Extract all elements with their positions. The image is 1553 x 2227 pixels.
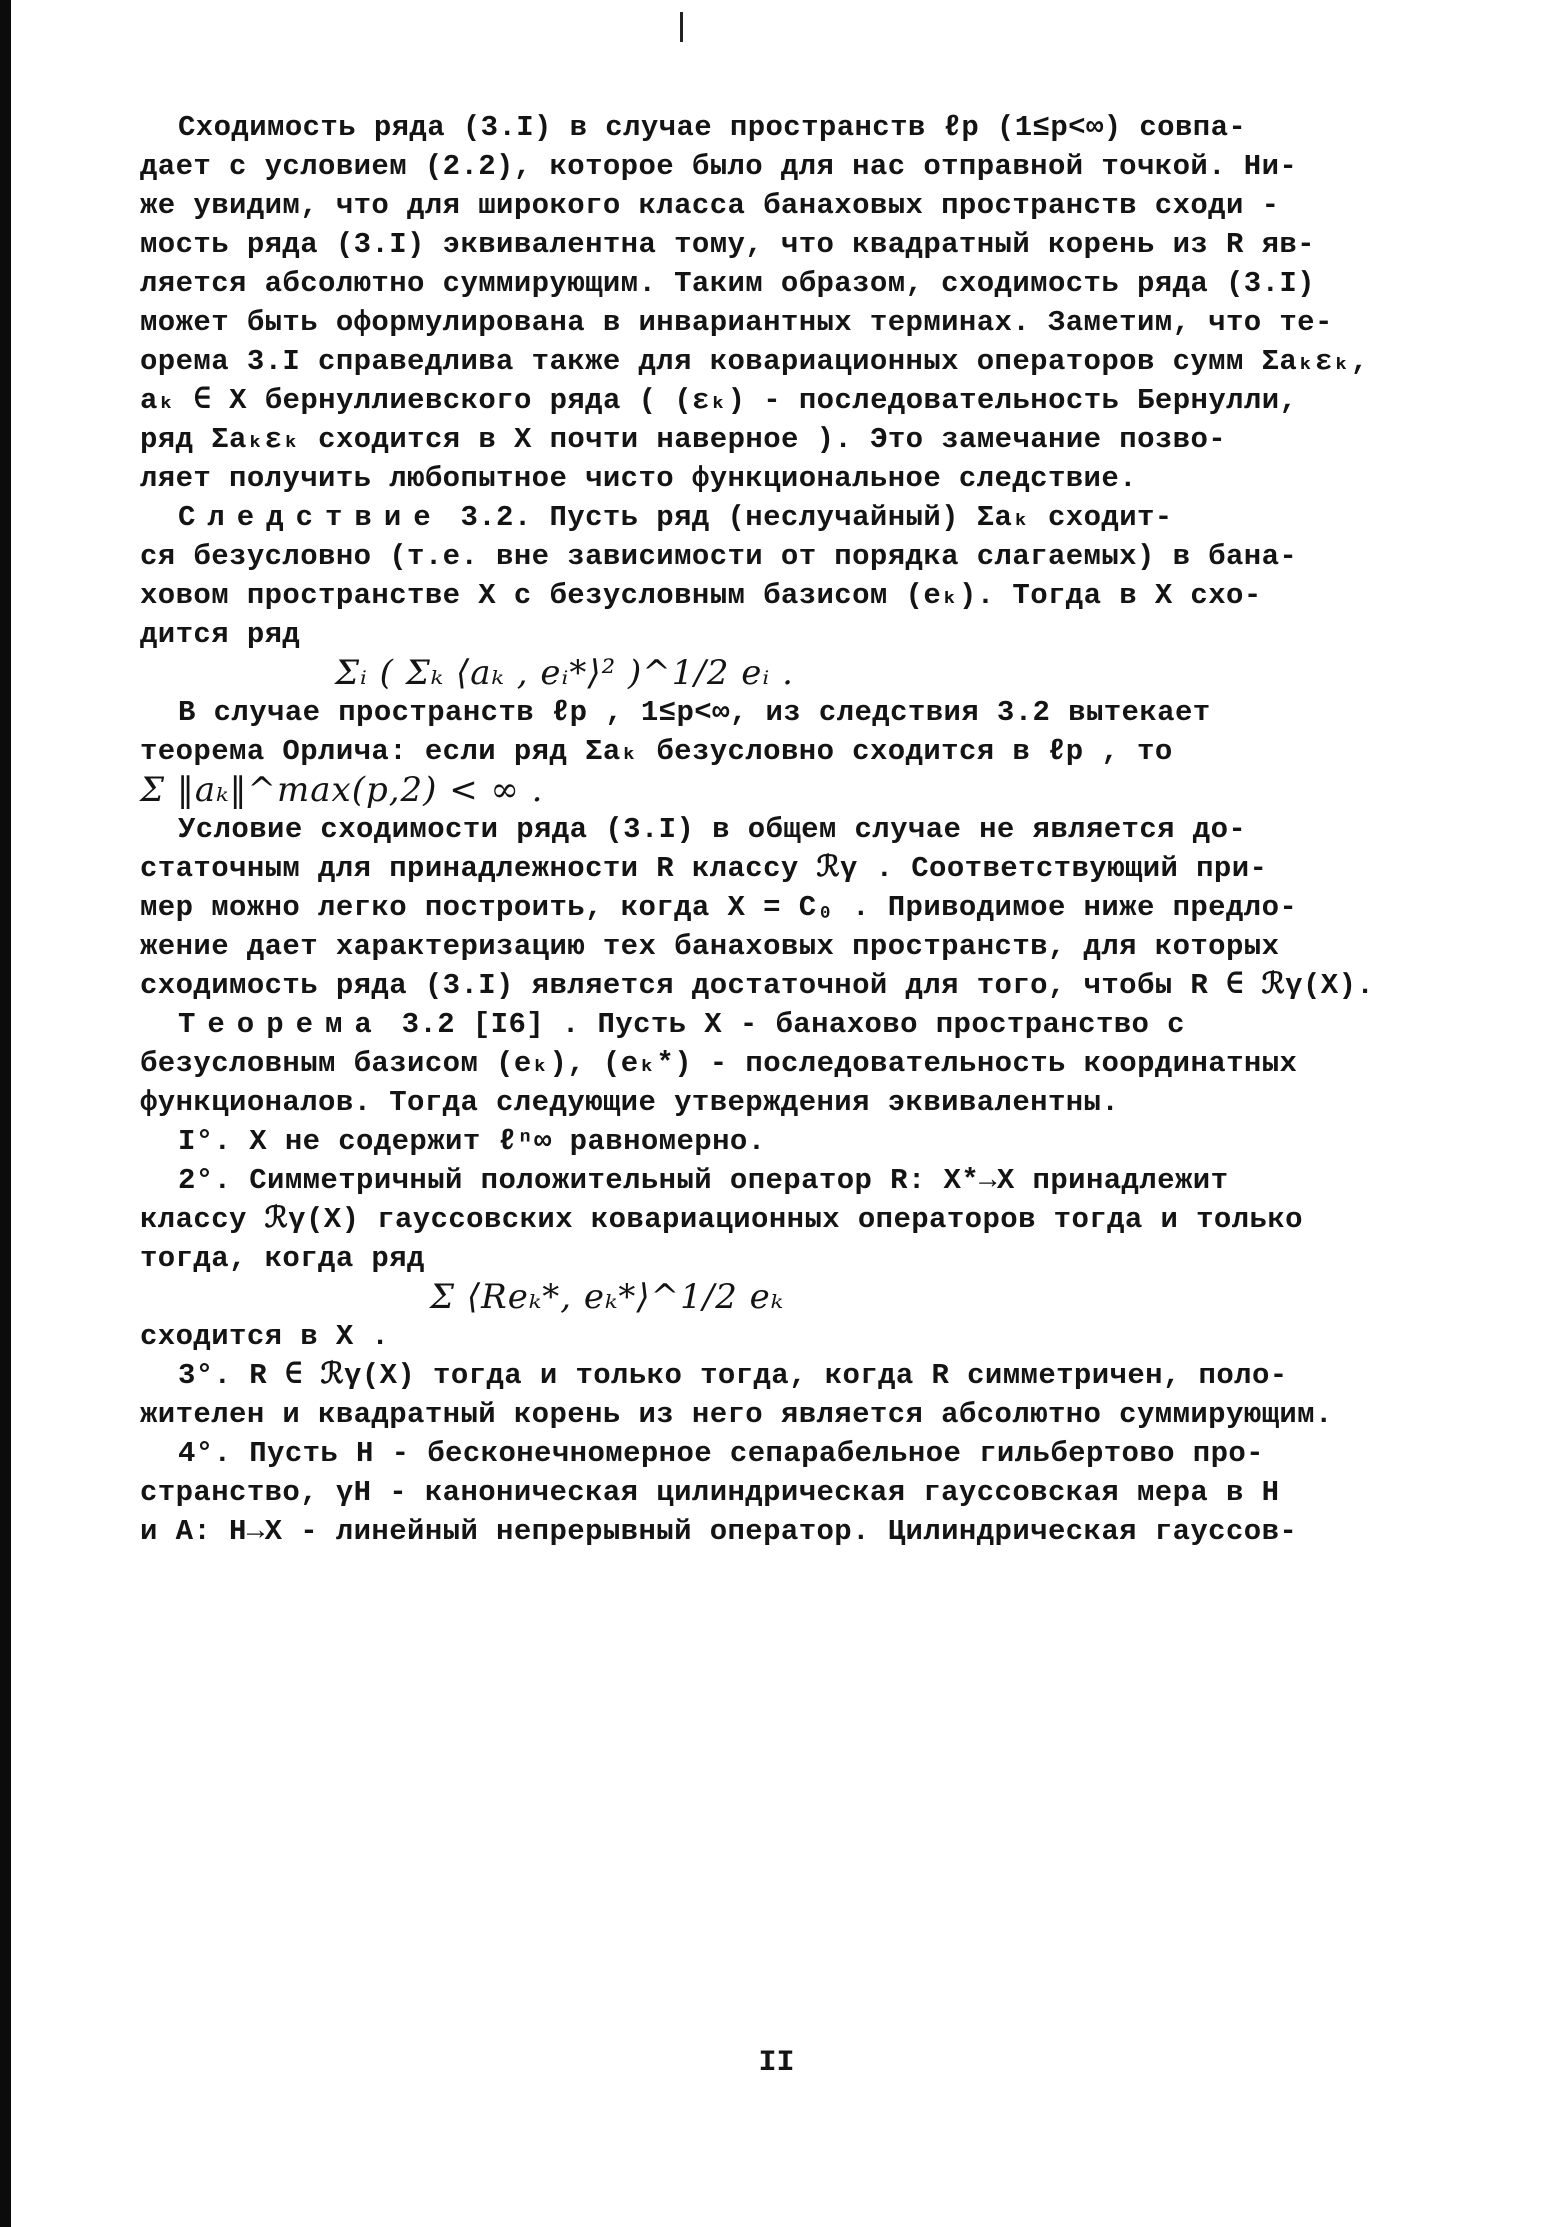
item-4-line-2: странство, γH - каноническая цилиндрическая гауссовская мера в H xyxy=(140,1476,1280,1509)
item-3-line-2: жителен и квадратный корень из него является абсолютно суммирующим. xyxy=(140,1398,1333,1431)
orlicz-line-2: теорема Орлича: если ряд Σaₖ безусловно сходится в ℓp , то xyxy=(140,735,1173,768)
paragraph-intro-line-2: дает с условием (2.2), которое было для нас отправной точкой. Ни- xyxy=(140,150,1298,183)
theorem-line-1: 3.2 [I6] . Пусть X - банахово пространство с xyxy=(383,1008,1185,1041)
document-page xyxy=(140,108,1390,1551)
condition-line-3: мер можно легко построить, когда X = C₀ . Приводимое ниже предло- xyxy=(140,891,1298,924)
corollary-line-3: ховом пространстве X с безусловным базисом (eₖ). Тогда в X схо- xyxy=(140,579,1262,612)
item-2-line-3: тогда, когда ряд xyxy=(140,1242,425,1275)
paragraph-intro-line-3: же увидим, что для широкого класса банаховых пространств сходи - xyxy=(140,189,1280,222)
corollary-line-2: ся безусловно (т.е. вне зависимости от порядка слагаемых) в бана- xyxy=(140,540,1298,573)
condition-line-5: сходимость ряда (3.I) является достаточной для того, чтобы R ∈ ℛγ(X). xyxy=(140,969,1375,1002)
item-2-converges: сходится в X . xyxy=(140,1320,390,1353)
corollary-heading-line xyxy=(140,498,1390,537)
formula-orlicz: Σ ‖aₖ‖^max(p,2) < ∞ . xyxy=(140,770,544,810)
paragraph-intro-line-9: ряд Σaₖεₖ сходится в X почти наверное ). Это замечание позво- xyxy=(140,423,1227,456)
paragraph-intro-line-10: ляет получить любопытное чисто функциональное следствие. xyxy=(140,462,1137,495)
condition-line-2: статочным для принадлежности R классу ℛγ . Соответствующий при- xyxy=(140,852,1268,885)
scan-left-edge xyxy=(0,0,11,2227)
condition-line-1: Условие сходимости ряда (3.I) в общем случае не является до- xyxy=(178,813,1247,846)
paragraph-intro-line-1: Сходимость ряда (3.I) в случае пространств ℓp (1≤p<∞) совпа- xyxy=(178,111,1247,144)
item-4-line-3: и A: H→X - линейный непрерывный оператор. Цилиндрическая гауссов- xyxy=(140,1515,1298,1548)
theorem-line-3: функционалов. Тогда следующие утверждения эквивалентны. xyxy=(140,1086,1120,1119)
paragraph-intro-line-6: может быть оформулирована в инвариантных терминах. Заметим, что те- xyxy=(140,306,1333,339)
item-4-line-1: 4°. Пусть H - бесконечномерное сепарабельное гильбертово про- xyxy=(178,1437,1264,1470)
theorem-line-2: безусловным базисом (eₖ), (eₖ*) - последовательность координатных xyxy=(140,1047,1298,1080)
item-3-line-1: 3°. R ∈ ℛγ(X) тогда и только тогда, когда R симметричен, поло- xyxy=(178,1359,1288,1392)
corollary-label: Следствие xyxy=(178,501,443,534)
item-2-line-2: классу ℛγ(X) гауссовских ковариационных операторов тогда и только xyxy=(140,1203,1303,1236)
formula-item-2-series: Σ ⟨Reₖ*, eₖ*⟩^1/2 eₖ xyxy=(430,1277,785,1317)
paragraph-intro-line-5: ляется абсолютно суммирующим. Таким образом, сходимость ряда (3.I) xyxy=(140,267,1315,300)
page-number: II xyxy=(758,2046,795,2080)
paragraph-intro-line-8: aₖ ∈ X бернуллиевского ряда ( (εₖ) - последовательность Бернулли, xyxy=(140,384,1298,417)
condition-line-4: жение дает характеризацию тех банаховых пространств, для которых xyxy=(140,930,1280,963)
scan-mark xyxy=(680,12,683,42)
orlicz-line-1: В случае пространств ℓp , 1≤p<∞, из следствия 3.2 вытекает xyxy=(178,696,1211,729)
theorem-heading-line xyxy=(140,1005,1390,1044)
theorem-label: Теорема xyxy=(178,1008,384,1041)
paragraph-intro-line-7: орема 3.I справедлива также для ковариационных операторов сумм Σaₖεₖ, xyxy=(140,345,1369,378)
item-2-line-1: 2°. Симметричный положительный оператор R: X*→X принадлежит xyxy=(178,1164,1229,1197)
formula-corollary-series: Σᵢ ( Σₖ ⟨aₖ , eᵢ*⟩² )^1/2 eᵢ . xyxy=(335,653,794,693)
paragraph-intro-line-4: мость ряда (3.I) эквивалентна тому, что квадратный корень из R яв- xyxy=(140,228,1315,261)
item-1: I°. X не содержит ℓⁿ∞ равномерно. xyxy=(178,1125,766,1158)
corollary-line-4: дится ряд xyxy=(140,618,301,651)
corollary-line-1: 3.2. Пусть ряд (неслучайный) Σaₖ сходит- xyxy=(442,501,1173,534)
